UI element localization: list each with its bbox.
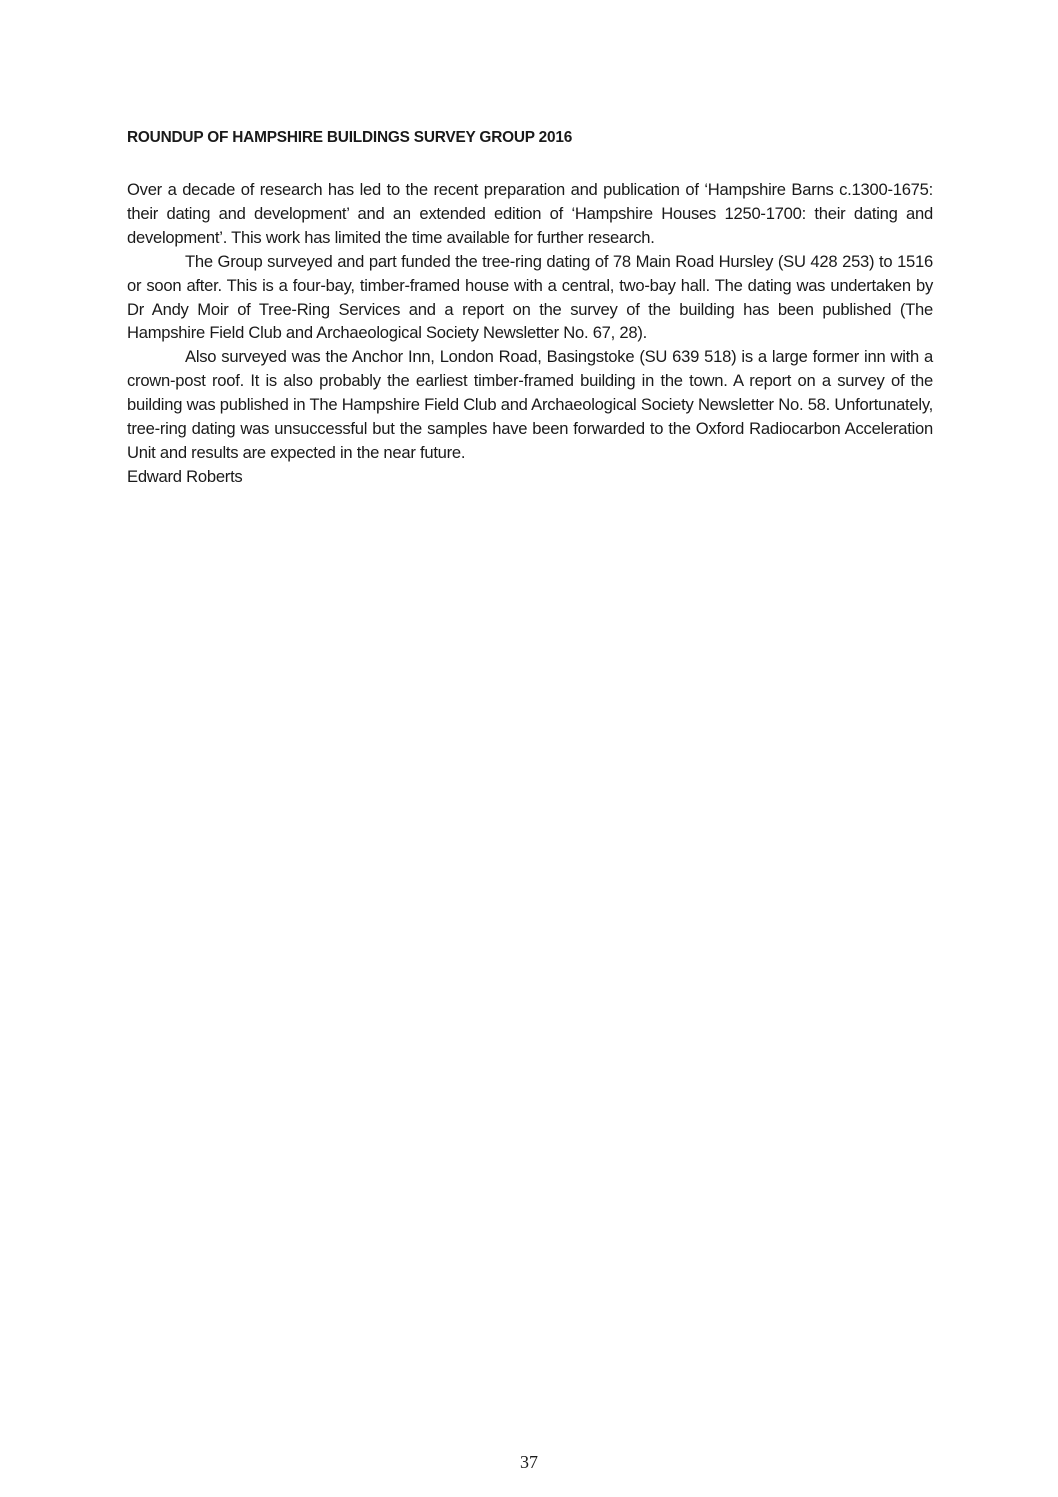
- article-body: [127, 178, 933, 489]
- paragraph-intro: Over a decade of research has led to the recent preparation and publication of ‘Hampshire Barns c.1300-1675: their dating and development’ and an extended edition of ‘Hampshire Houses 1250-1700: their dating and development’. This work has limited the time available for further research.: [127, 180, 933, 247]
- author-name: Edward Roberts: [127, 466, 243, 486]
- paragraph-anchor-inn: Also surveyed was the Anchor Inn, London Road, Basingstoke (SU 639 518) is a large former inn with a crown-post roof. It is also probably the earliest timber-framed building in the town. A report on a survey of the building was published in The Hampshire Field Club and Archaeological Society Newsletter No. 58. Unfortunately, tree-ring dating was unsuccessful but the samples have been forwarded to the Oxford Radiocarbon Acceleration Unit and results are expected in the near future.: [127, 347, 933, 462]
- article: [127, 126, 933, 489]
- article-title: ROUNDUP OF HAMPSHIRE BUILDINGS SURVEY GROUP 2016: [127, 129, 573, 146]
- paragraph-hursley: The Group surveyed and part funded the tree-ring dating of 78 Main Road Hursley (SU 428 253) to 1516 or soon after. This is a four-bay, timber-framed house with a central, two-bay hall. The dating was undertaken by Dr Andy Moir of Tree-Ring Services and a report on the survey of the building has been published (The Hampshire Field Club and Archaeological Society Newsletter No. 67, 28).: [127, 251, 933, 343]
- page-number: 37: [520, 1452, 538, 1472]
